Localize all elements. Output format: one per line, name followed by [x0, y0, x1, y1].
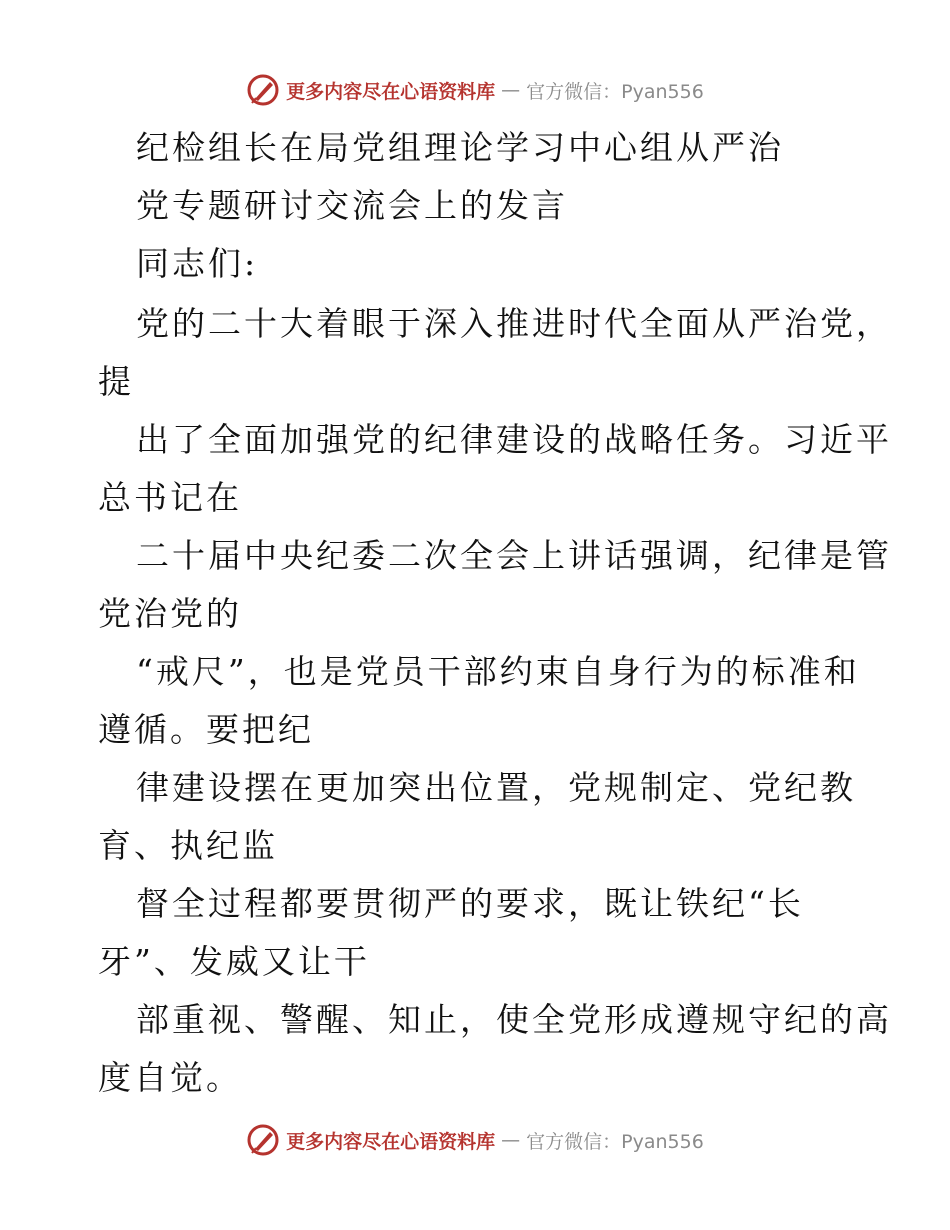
paragraph-line: 出了全面加强党的纪律建设的战略任务。习近平: [136, 420, 892, 459]
paragraph-line: 部重视、警醒、知止，使全党形成遵规守纪的高: [136, 1000, 892, 1039]
header-banner-content: [246, 73, 704, 107]
paragraph-line: 党治党的: [98, 594, 242, 633]
footer-banner-content: [246, 1123, 704, 1157]
paragraph-line: “戒尺”，也是党员干部约束自身行为的标准和: [136, 652, 860, 691]
header-banner: [0, 70, 950, 110]
wechat-id: 官方微信：Pyan556: [526, 80, 704, 103]
wechat-id: 官方微信：Pyan556: [526, 1130, 704, 1153]
quill-logo-icon: [246, 1123, 280, 1157]
document-title-line-2: 党专题研讨交流会上的发言: [136, 186, 568, 225]
paragraph-line: 总书记在: [98, 478, 242, 517]
banner-separator: —: [501, 79, 521, 101]
salutation: 同志们:: [136, 244, 259, 283]
paragraph-line: 度自觉。: [98, 1058, 242, 1097]
paragraph-line: 二十届中央纪委二次全会上讲话强调，纪律是管: [136, 536, 892, 575]
paragraph-line: 遵循。要把纪: [98, 710, 314, 749]
paragraph-line: 提: [98, 362, 134, 401]
quill-logo-icon: [246, 73, 280, 107]
document-title-line-1: 纪检组长在局党组理论学习中心组从严治: [136, 128, 784, 167]
paragraph-line: 督全过程都要贯彻严的要求，既让铁纪“长: [136, 884, 804, 923]
paragraph-line: 育、执纪监: [98, 826, 278, 865]
paragraph-line: 党的二十大着眼于深入推进时代全面从严治党，: [136, 304, 892, 343]
banner-separator: —: [501, 1129, 521, 1151]
paragraph-line: 牙”、发威又让干: [98, 942, 370, 981]
footer-banner: [0, 1120, 950, 1160]
promo-text: 更多内容尽在心语资料库: [286, 1130, 496, 1153]
promo-text: 更多内容尽在心语资料库: [286, 80, 496, 103]
paragraph-line: 律建设摆在更加突出位置，党规制定、党纪教: [136, 768, 856, 807]
